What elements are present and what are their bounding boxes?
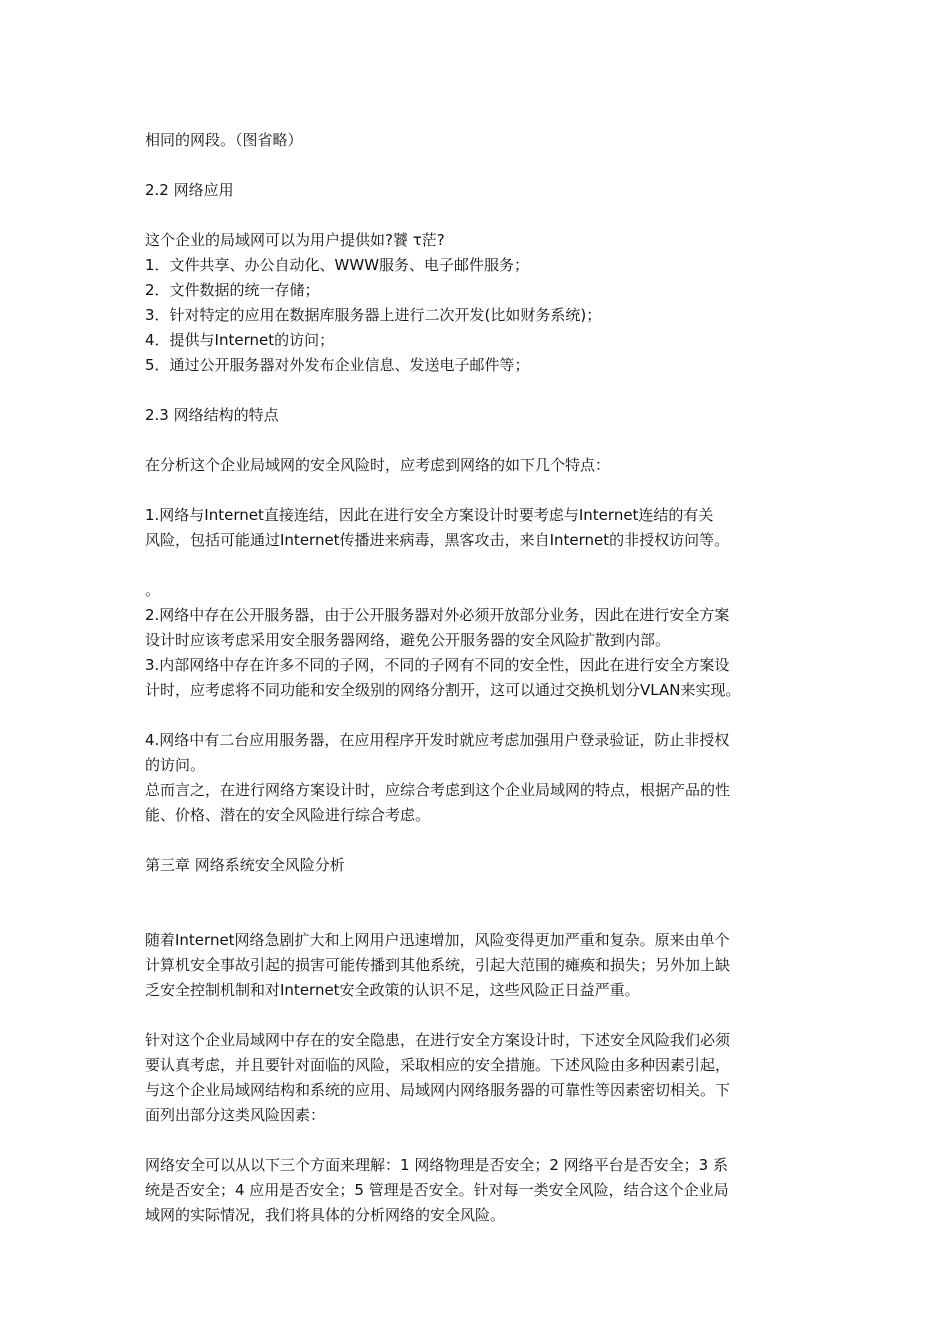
list-item: 5．通过公开服务器对外发布企业信息、发送电子邮件等；	[145, 356, 530, 374]
list-item: 2．文件数据的统一存储；	[145, 281, 320, 299]
section-2-3-title: 2.3 网络结构的特点	[145, 406, 279, 424]
chapter-3-para-2-line-1: 针对这个企业局域网中存在的安全隐患，在进行安全方案设计时，下述安全风险我们必须	[145, 1031, 731, 1049]
spacer	[145, 428, 825, 453]
spacer	[145, 153, 825, 178]
list-item: 1．文件共享、办公自动化、WWW服务、电子邮件服务；	[145, 256, 530, 274]
chapter-3-para-1-line-3: 乏安全控制机制和对Internet安全政策的认识不足，这些风险正日益严重。	[145, 981, 640, 999]
section-2-3-lead: 在分析这个企业局域网的安全风险时，应考虑到网络的如下几个特点：	[145, 456, 611, 474]
spacer	[145, 1003, 825, 1028]
chapter-3-para-1-line-1: 随着Internet网络急剧扩大和上网用户迅速增加，风险变得更加严重和复杂。原来由单个	[145, 931, 730, 949]
list-item: 3．针对特定的应用在数据库服务器上进行二次开发(比如财务系统)；	[145, 306, 602, 324]
spacer	[145, 903, 825, 928]
chapter-3-para-3-line-2: 统是否安全；4 应用是否安全；5 管理是否安全。针对每一类安全风险，结合这个企业局	[145, 1181, 729, 1199]
spacer	[145, 1128, 825, 1153]
stray-punctuation: 。	[145, 581, 161, 599]
feature-4-line-1: 4.网络中有二台应用服务器，在应用程序开发时就应考虑加强用户登录验证，防止非授权	[145, 731, 730, 749]
list-item: 4．提供与Internet的访问；	[145, 331, 335, 349]
feature-3-line-1: 3.内部网络中存在许多不同的子网，不同的子网有不同的安全性，因此在进行安全方案设	[145, 656, 730, 674]
chapter-3-para-2-line-4: 面列出部分这类风险因素：	[145, 1106, 326, 1124]
spacer	[145, 703, 825, 728]
document-page	[145, 128, 825, 1228]
spacer	[145, 478, 825, 503]
feature-2-line-1: 2.网络中存在公开服务器，由于公开服务器对外必须开放部分业务，因此在进行安全方案	[145, 606, 730, 624]
section-2-2-title: 2.2 网络应用	[145, 181, 234, 199]
feature-4-line-2: 的访问。	[145, 756, 206, 774]
chapter-3-para-3-line-1: 网络安全可以从以下三个方面来理解：1 网络物理是否安全；2 网络平台是否安全；3 系	[145, 1156, 728, 1174]
spacer	[145, 828, 825, 853]
chapter-3-para-2-line-3: 与这个企业局域网结构和系统的应用、局域网内网络服务器的可靠性等因素密切相关。下	[145, 1081, 731, 1099]
spacer	[145, 553, 825, 578]
spacer	[145, 378, 825, 403]
summary-line-1: 总而言之，在进行网络方案设计时，应综合考虑到这个企业局域网的特点，根据产品的性	[145, 781, 731, 799]
intro-line: 相同的网段。（图省略）	[145, 131, 303, 149]
spacer	[145, 203, 825, 228]
chapter-3-title: 第三章 网络系统安全风险分析	[145, 856, 345, 874]
section-2-2-lead: 这个企业的局域网可以为用户提供如?饕 τ茫?	[145, 231, 445, 249]
feature-1-line-2: 风险，包括可能通过Internet传播进来病毒，黑客攻击，来自Internet的非授权访问等。	[145, 531, 730, 549]
feature-1-line-1: 1.网络与Internet直接连结，因此在进行安全方案设计时要考虑与Internet连结的有关	[145, 506, 714, 524]
feature-2-line-2: 设计时应该考虑采用安全服务器网络，避免公开服务器的安全风险扩散到内部。	[145, 631, 671, 649]
feature-3-line-2: 计时，应考虑将不同功能和安全级别的网络分割开，这可以通过交换机划分VLAN来实现。	[145, 681, 741, 699]
chapter-3-para-1-line-2: 计算机安全事故引起的损害可能传播到其他系统，引起大范围的瘫痪和损失；另外加上缺	[145, 956, 731, 974]
chapter-3-para-3-line-3: 域网的实际情况，我们将具体的分析网络的安全风险。	[145, 1206, 506, 1224]
summary-line-2: 能、价格、潜在的安全风险进行综合考虑。	[145, 806, 431, 824]
chapter-3-para-2-line-2: 要认真考虑，并且要针对面临的风险，采取相应的安全措施。下述风险由多种因素引起，	[145, 1056, 731, 1074]
spacer	[145, 878, 825, 903]
